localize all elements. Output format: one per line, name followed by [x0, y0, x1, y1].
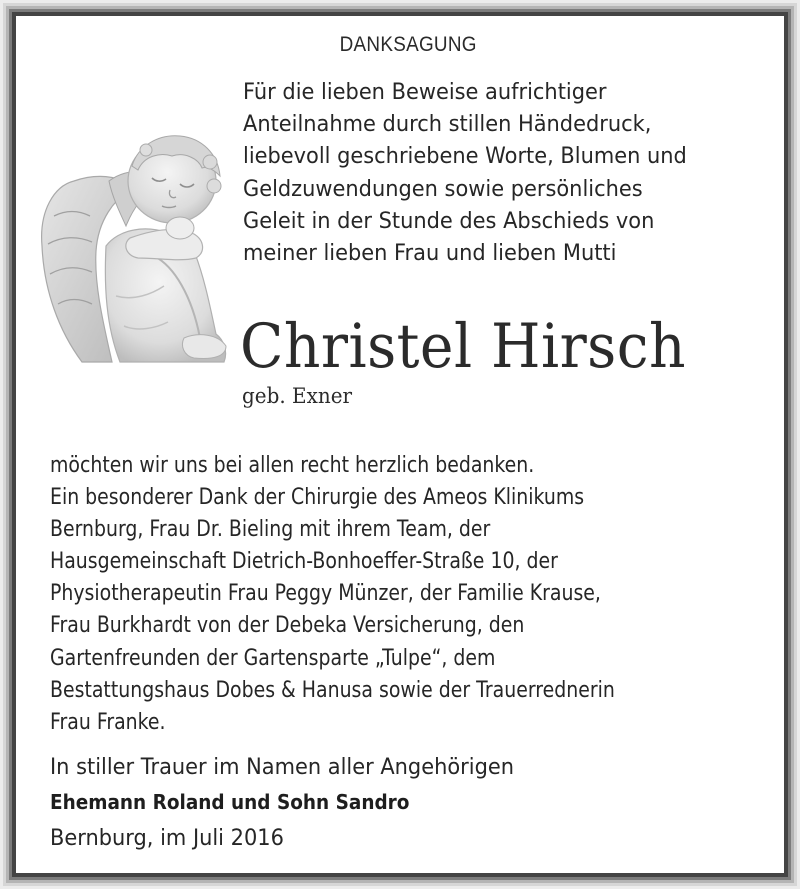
notice-heading: [16, 33, 784, 57]
closing-line: In stiller Trauer im Namen aller Angehörigen: [50, 754, 514, 780]
intro-line: liebevoll geschriebene Worte, Blumen und: [243, 143, 687, 170]
body-line: Hausgemeinschaft Dietrich-Bonhoeffer-Straße 10, der: [50, 548, 558, 575]
intro-paragraph: [243, 76, 773, 269]
body-line: Frau Franke.: [50, 708, 166, 735]
body-line: Bernburg, Frau Dr. Bieling mit ihrem Team, der: [50, 516, 491, 543]
body-line: Bestattungshaus Dobes & Hanusa sowie der Trauerrednerin: [50, 676, 615, 703]
deceased-name: Christel Hirsch: [240, 311, 687, 382]
maiden-name: geb. Exner: [242, 384, 353, 408]
intro-line: Für die lieben Beweise aufrichtiger: [243, 79, 607, 105]
body-line: Ein besonderer Dank der Chirurgie des Ameos Klinikums: [50, 484, 585, 511]
body-line: möchten wir uns bei allen recht herzlich bedanken.: [50, 452, 535, 478]
heading-text: DANKSAGUNG: [339, 33, 477, 56]
angel-statue-icon: [34, 126, 232, 368]
intro-line: Geleit in der Stunde des Abschieds von: [243, 207, 655, 234]
place-date: Bernburg, im Juli 2016: [50, 825, 284, 851]
intro-line: meiner lieben Frau und lieben Mutti: [243, 240, 617, 267]
notice-sheet: [16, 16, 784, 873]
intro-line: Anteilnahme durch stillen Händedruck,: [243, 111, 652, 138]
thanks-paragraph: [50, 449, 780, 738]
body-line: Physiotherapeutin Frau Peggy Münzer, der Familie Krause,: [50, 580, 601, 607]
intro-line: Geldzuwendungen sowie persönliches: [243, 175, 643, 202]
body-line: Gartenfreunden der Gartensparte „Tulpe“, dem: [50, 644, 496, 671]
signers: Ehemann Roland und Sohn Sandro: [50, 790, 410, 814]
body-line: Frau Burkhardt von der Debeka Versicherung, den: [50, 612, 525, 639]
